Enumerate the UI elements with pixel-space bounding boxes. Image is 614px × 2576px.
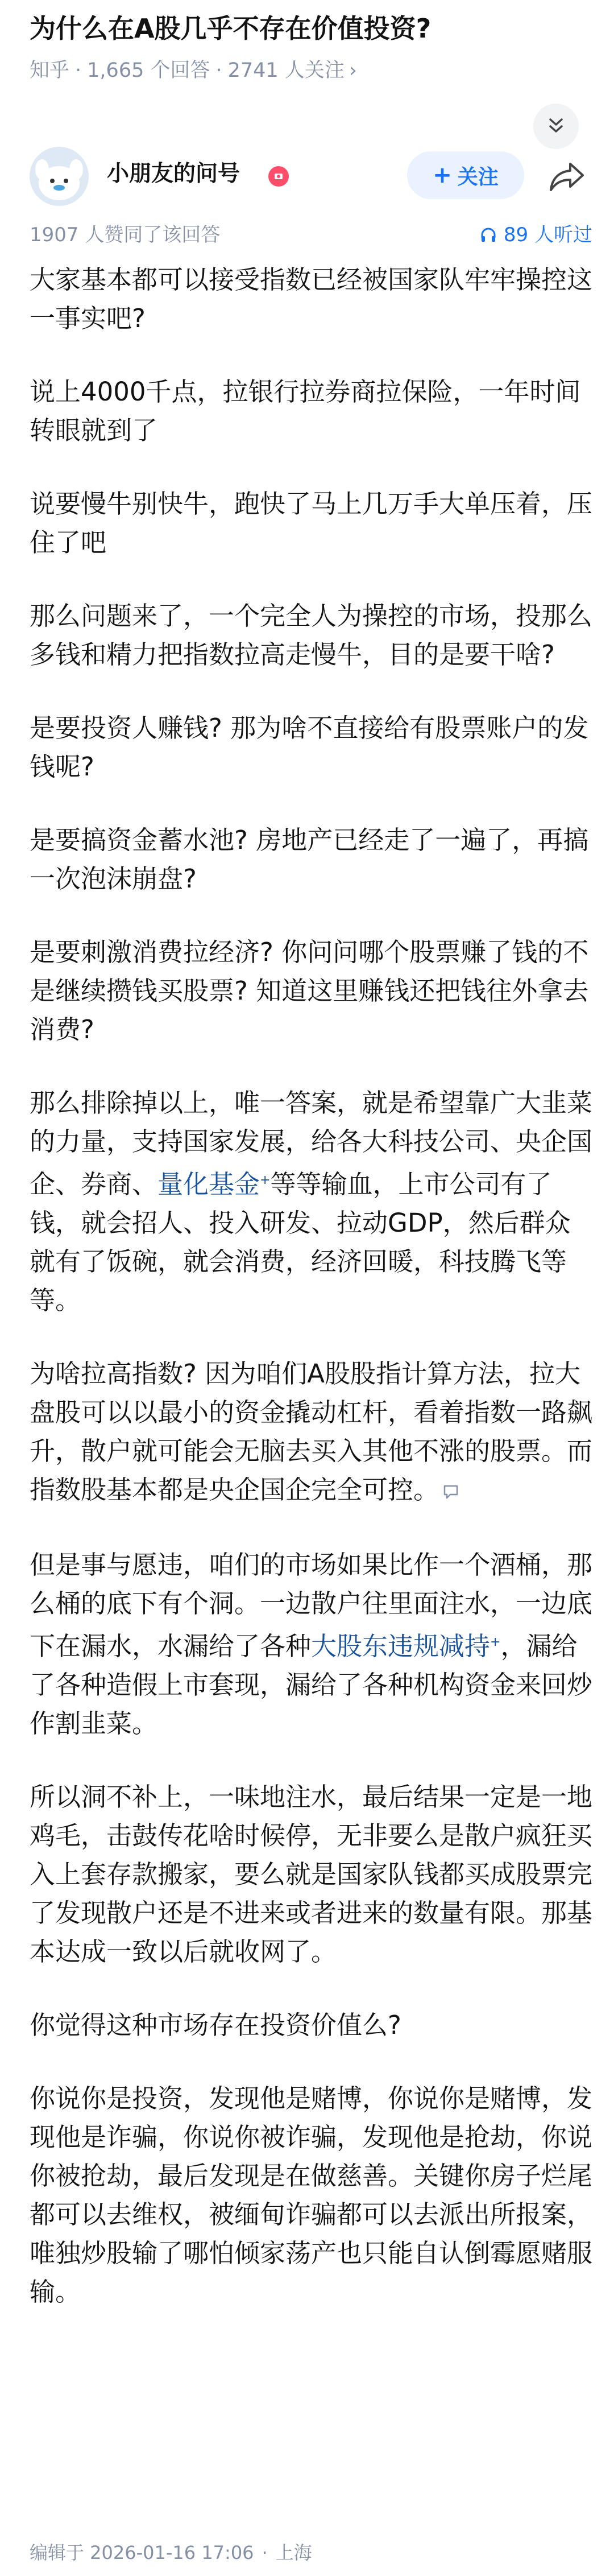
edit-time: 编辑于 2026-01-16 17:06 (30, 2542, 254, 2563)
follower-count: 2741 人关注 (227, 59, 345, 82)
share-button[interactable] (541, 152, 592, 200)
stats-row (30, 221, 592, 249)
listen-button[interactable] (480, 221, 592, 249)
edit-location: 上海 (275, 2542, 312, 2563)
keyword-link-marker: + (260, 1173, 271, 1187)
author-name[interactable]: 小朋友的问号 (107, 161, 240, 187)
keyword-link-marker: + (490, 1635, 501, 1649)
answer-content (30, 261, 592, 2346)
paragraph: 那么排除掉以上，唯一答案，就是希望靠广大韭菜的力量，支持国家发展，给各大科技公司、央企国企、券商、量化基金+等等输血，上市公司有了钱，就会招人、投入研发、拉动GDP，然后群众就有了饭碗，就会消费，经济回暖，科技腾飞等等。 (30, 1088, 593, 1315)
paragraph: 说上4000千点，拉银行拉券商拉保险，一年时间转眼就到了 (30, 377, 581, 445)
plus-icon: + (433, 162, 452, 188)
share-icon (549, 160, 585, 192)
paragraph: 你觉得这种市场存在投资价值么? (30, 2010, 401, 2040)
paragraph: 但是事与愿违，咱们的市场如果比作一个酒桶，那么桶的底下有个洞。一边散户往里面注水，一边底下在漏水，水漏给了各种大股东违规减持+，漏给了各种造假上市套现，漏给了各种机构资金来回炒作割韭菜。 (30, 1550, 593, 1739)
keyword-link-shareholder[interactable]: 大股东违规减持 (311, 1631, 491, 1661)
answer-count: 1,665 个回答 (87, 59, 210, 82)
collapse-icon (545, 115, 567, 138)
headphone-icon (480, 226, 497, 243)
paragraph: 大家基本都可以接受指数已经被国家队牢牢操控这一事实吧? (30, 265, 593, 333)
edit-info: 编辑于 2026-01-16 17:06 · 上海 (30, 2542, 312, 2563)
paragraph: 那么问题来了，一个完全人为操控的市场，投那么多钱和精力把指数拉高走慢牛，目的是要干啥? (30, 601, 593, 670)
paragraph: 说要慢牛别快牛，跑快了马上几万手大单压着，压住了吧 (30, 489, 593, 558)
chevron-right-icon: › (349, 59, 357, 82)
question-meta[interactable]: 知乎 · 1,665 个回答 · 2741 人关注 › (30, 59, 357, 82)
source-label: 知乎 (30, 59, 70, 82)
paragraph: 是要搞资金蓄水池? 房地产已经走了一遍了，再搞一次泡沫崩盘? (30, 825, 589, 894)
avatar[interactable] (30, 147, 89, 206)
author-row (30, 141, 592, 207)
paragraph: 为啥拉高指数? 因为咱们A股股指计算方法，拉大盘股可以以最小的资金撬动杠杆，看着指数一路飙升，散户就可能会无脑去买入其他不涨的股票。而指数股基本都是央企国企完全可控。 (30, 1355, 592, 1511)
follow-button[interactable] (407, 151, 524, 199)
listen-count: 89 人听过 (503, 224, 592, 246)
question-title[interactable]: 为什么在A股几乎不存在价值投资? (30, 13, 432, 44)
paragraph: 你说你是投资，发现他是赌博，你说你是赌博，发现他是诈骗，你说你被诈骗，发现他是抢劫，你说你被抢劫，最后发现是在做慈善。关键你房子烂尾都可以去维权，被缅甸诈骗都可以去派出所报案，唯独炒股输了哪怕倾家荡产也只能自认倒霉愿赌服输。 (30, 2083, 593, 2307)
paragraph: 是要刺激消费拉经济? 你问问哪个股票赚了钱的不是继续攒钱买股票? 知道这里赚钱还把钱往外拿去消费? (30, 937, 589, 1045)
keyword-link-quant-fund[interactable]: 量化基金 (157, 1169, 260, 1199)
paragraph: 所以洞不补上，一味地注水，最后结果一定是一地鸡毛，击鼓传花啥时候停，无非要么是散户疯狂买入上套存款搬家，要么就是国家队钱都买成股票完了发现散户还是不进来或者进来的数量有限。那基本达成一致以后就收网了。 (30, 1782, 593, 1967)
badge-icon (268, 166, 289, 187)
paragraph: 是要投资人赚钱? 那为啥不直接给有股票账户的发钱呢? (30, 713, 589, 782)
approve-count: 1907 人赞同了该回答 (30, 224, 221, 246)
follow-label: 关注 (457, 165, 499, 189)
comment-icon[interactable] (442, 1472, 459, 1511)
